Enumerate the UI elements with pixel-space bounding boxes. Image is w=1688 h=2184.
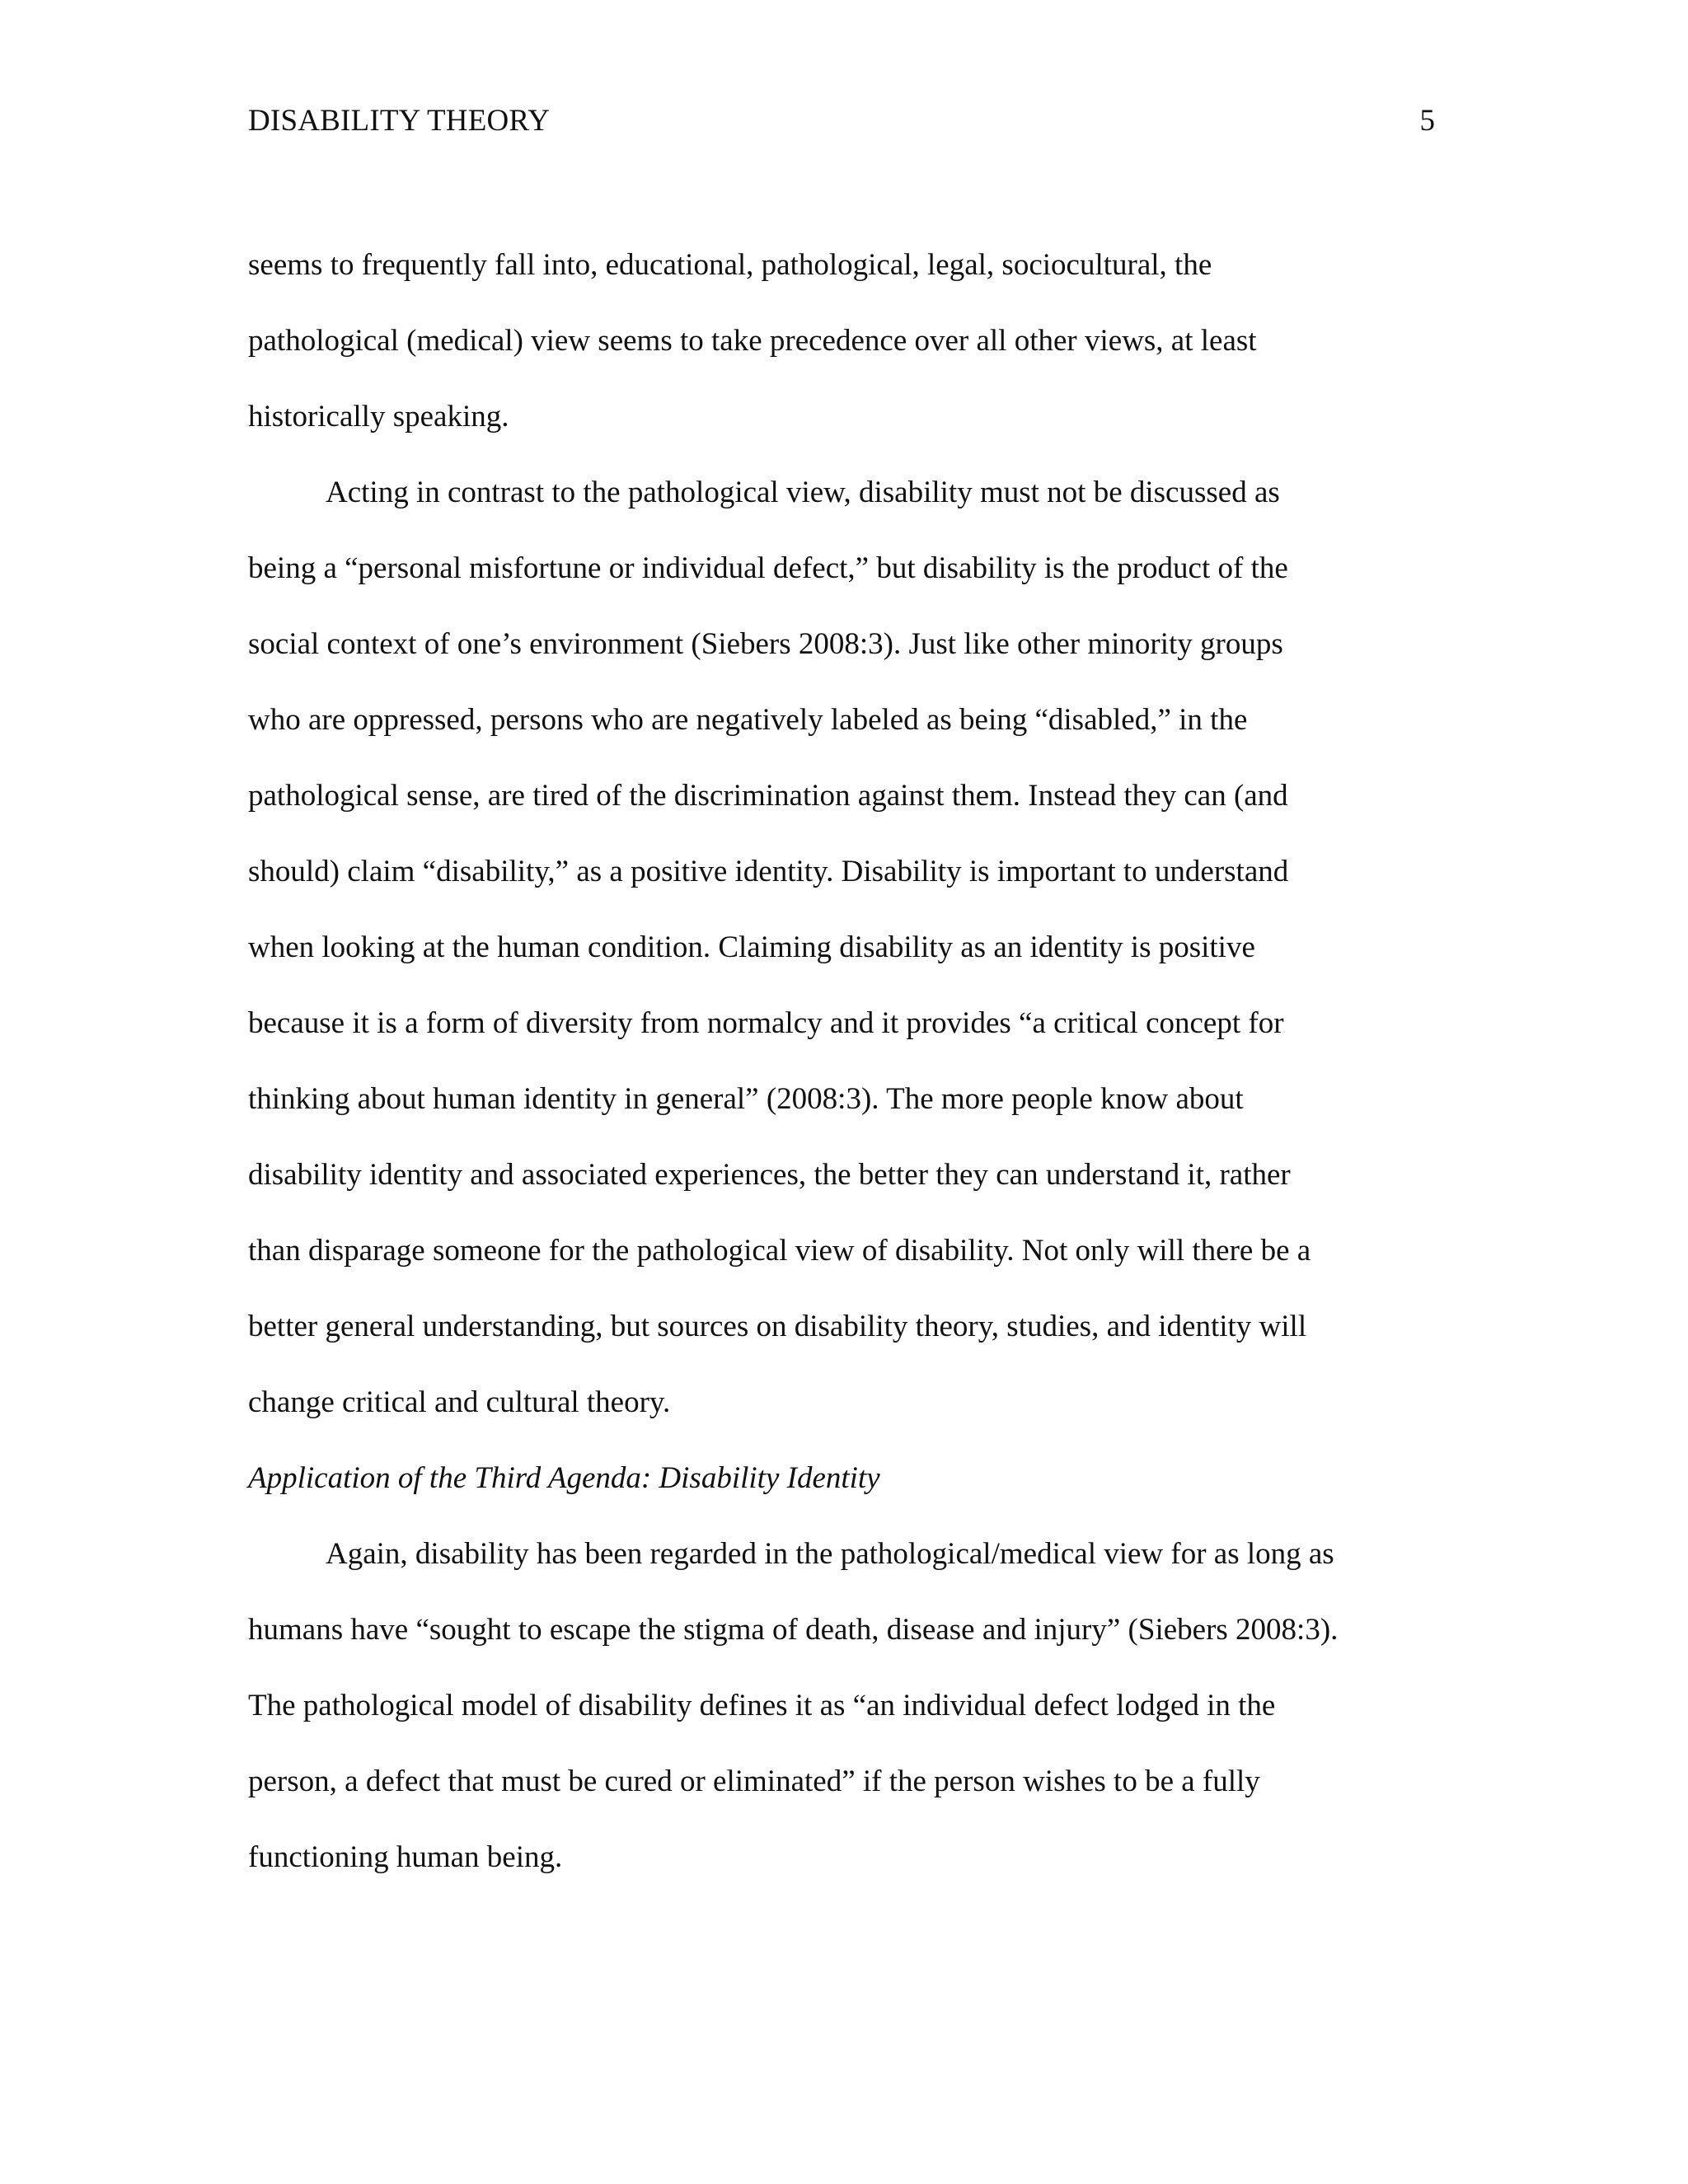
body-line: because it is a form of diversity from normalcy and it provides “a critical concept for (248, 1006, 1284, 1040)
body-line: when looking at the human condition. Claiming disability as an identity is positive (248, 930, 1255, 964)
body-line: better general understanding, but sources on disability theory, studies, and identity will (248, 1310, 1307, 1343)
body-line: functioning human being. (248, 1840, 563, 1874)
body-line: historically speaking. (248, 400, 509, 434)
body-line: seems to frequently fall into, educational, pathological, legal, sociocultural, the (248, 248, 1212, 282)
body-line: social context of one’s environment (Siebers 2008:3). Just like other minority groups (248, 627, 1283, 661)
body-line: than disparage someone for the pathological view of disability. Not only will there be a (248, 1234, 1311, 1268)
body-line: who are oppressed, persons who are negatively labeled as being “disabled,” in the (248, 703, 1248, 737)
body-line: disability identity and associated experiences, the better they can understand it, rather (248, 1158, 1291, 1192)
body-line: pathological sense, are tired of the discrimination against them. Instead they can (and (248, 779, 1288, 813)
body-line: humans have “sought to escape the stigma of death, disease and injury” (Siebers 2008:3). (248, 1613, 1339, 1647)
body-line: thinking about human identity in general” (2008:3). The more people know about (248, 1082, 1244, 1116)
body-line: should) claim “disability,” as a positive identity. Disability is important to understand (248, 855, 1289, 888)
page-number: 5 (1419, 104, 1435, 138)
body-line: person, a defect that must be cured or eliminated” if the person wishes to be a fully (248, 1765, 1260, 1798)
body-line: pathological (medical) view seems to take precedence over all other views, at least (248, 324, 1257, 358)
section-heading: Application of the Third Agenda: Disability Identity (248, 1461, 880, 1495)
body-line: change critical and cultural theory. (248, 1385, 671, 1419)
paragraph-first-line: Acting in contrast to the pathological view, disability must not be discussed as (326, 476, 1280, 509)
body-line: The pathological model of disability defines it as “an individual defect lodged in the (248, 1689, 1276, 1722)
body-line: being a “personal misfortune or individual defect,” but disability is the product of the (248, 551, 1288, 585)
paragraph-first-line: Again, disability has been regarded in the pathological/medical view for as long as (326, 1537, 1334, 1571)
running-head: DISABILITY THEORY (248, 104, 551, 138)
